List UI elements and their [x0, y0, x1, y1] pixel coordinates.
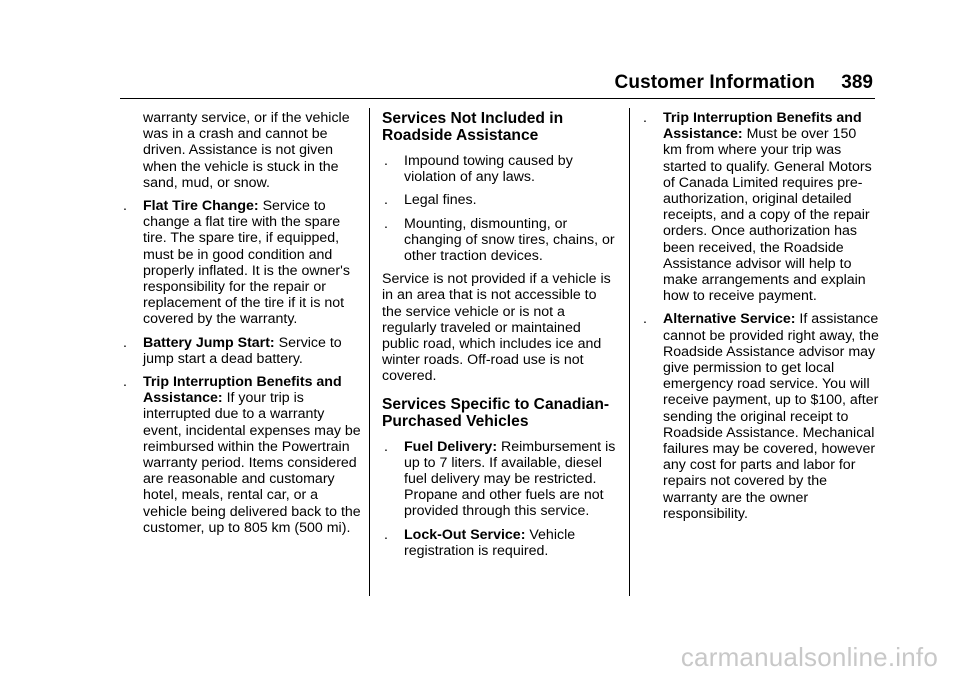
section-title: Customer Information — [614, 72, 815, 93]
bullet-flat-tire-change — [121, 198, 361, 328]
bullet-text: If your trip is interrupted due to a warranty event, incidental expenses may be reimbursed within the Powertrain warranty period. Items considered are reasonable and customary hotel, meals, rental car, or a vehicle being delivered back to the customer, up to 805 km (500 mi). — [143, 390, 361, 536]
bullet-label: Trip Interruption Benefits and Assistance: — [663, 110, 862, 143]
bullet-mark: . — [384, 215, 388, 232]
bullet-impound-towing — [382, 153, 617, 185]
bullet-legal-fines — [382, 192, 617, 208]
bullet-trip-interruption — [121, 374, 361, 536]
bullet-fuel-delivery — [382, 439, 617, 520]
continued-paragraph: warranty service, or if the vehicle was in a crash and cannot be driven. Assistance is not given when the vehicle is stuck in the sand, mud, or snow. — [143, 110, 350, 191]
bullet-text: If assistance cannot be provided right away, the Roadside Assistance advisor may give permission to get local emergency road service. You will receive payment, up to $100, after sending the original receipt to Roadside Assistance. Mechanical failures may be covered, however any cost for parts and labor for repairs not covered by the warranty are the owner responsibility. — [663, 311, 879, 522]
bullet-text: Reimbursement is up to 7 liters. If available, diesel fuel delivery may be restricted. Propane and other fuels are not provided through this service. — [404, 438, 616, 520]
bullet-alternative-service — [641, 311, 879, 522]
bullet-label: Lock-Out Service: — [404, 526, 526, 543]
bullet-snow-tires — [382, 216, 617, 265]
service-not-provided-paragraph: Service is not provided if a vehicle is in an area that is not accessible to the service vehicle or is not a regularly traveled or maintained public road, which includes ice and winter roads. Off-road use is not covered. — [382, 271, 611, 385]
heading-canadian-services: Services Specific to Canadian-Purchased Vehicles — [382, 395, 610, 430]
bullet-trip-interruption-canada — [641, 110, 879, 304]
bullet-text: Mounting, dismounting, or changing of snow tires, chains, or other traction devices. — [404, 215, 615, 265]
bullet-battery-jump-start — [121, 335, 361, 367]
bullet-label: Fuel Delivery: — [404, 438, 498, 455]
bullet-text: Impound towing caused by violation of any laws. — [404, 153, 573, 186]
bullet-mark: . — [643, 311, 647, 328]
bullet-text: Service to jump start a dead battery. — [143, 334, 342, 367]
bullet-mark: . — [384, 153, 388, 169]
page-number: 389 — [841, 72, 873, 93]
column-2 — [382, 110, 617, 566]
bullet-mark: . — [123, 334, 127, 351]
bullet-text: Must be over 150 km from where your trip was started to qualify. General Motors of Canada Limited requires pre-authorization, original detailed receipts, and a copy of the repair orders. Once authorization has been received, the Roadside Assistance advisor will help to make arrangements and explain how to receive payment. — [663, 126, 872, 305]
bullet-label: Flat Tire Change: — [143, 198, 259, 215]
bullet-label: Alternative Service: — [663, 311, 796, 328]
bullet-mark: . — [123, 198, 127, 215]
page-header — [120, 70, 875, 96]
bullet-label: Trip Interruption Benefits and Assistance: — [143, 374, 342, 407]
bullet-mark: . — [123, 374, 127, 391]
column-3 — [641, 110, 879, 529]
bullet-lock-out-service — [382, 527, 617, 559]
column-divider-1 — [369, 108, 370, 596]
bullet-mark: . — [384, 526, 388, 543]
watermark: carmanualsonline.info — [680, 642, 938, 672]
header-divider — [120, 98, 875, 99]
bullet-text: Legal fines. — [404, 192, 477, 209]
bullet-mark: . — [384, 192, 388, 209]
bullet-mark: . — [384, 438, 388, 455]
bullet-mark: . — [643, 110, 647, 126]
bullet-text: Vehicle registration is required. — [404, 526, 576, 559]
column-divider-2 — [629, 108, 630, 596]
heading-services-not-included: Services Not Included in Roadside Assistance — [382, 110, 564, 144]
column-1 — [121, 110, 361, 543]
bullet-text: Service to change a flat tire with the spare tire. The spare tire, if equipped, must be in good condition and properly inflated. It is the owner's responsibility for the repair or replacement of the tire if it is not covered by the warranty. — [143, 198, 350, 328]
bullet-label: Battery Jump Start: — [143, 334, 275, 351]
